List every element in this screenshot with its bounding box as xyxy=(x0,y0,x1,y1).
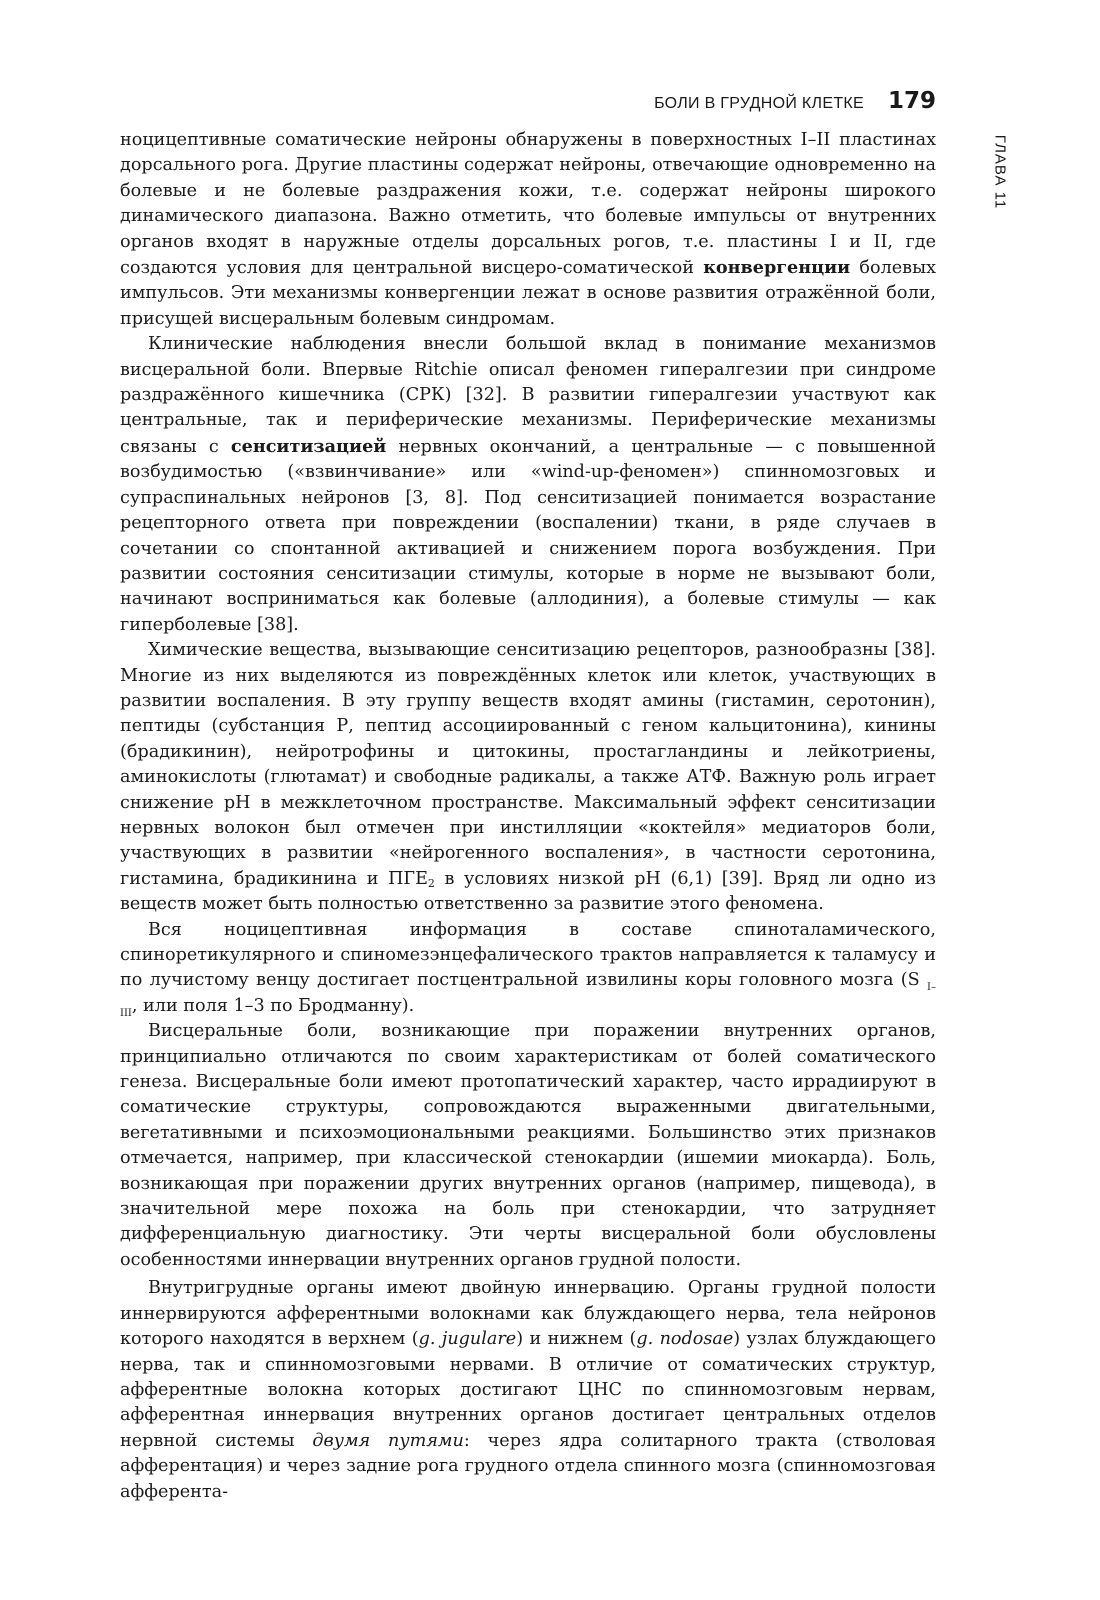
italic-term-jugulare: g. jugulare xyxy=(418,1329,517,1350)
paragraph-6: Внутригрудные органы имеют двойную иннервацию. Органы грудной полости иннервируются афферентными волокнами как блуждающего нерва, тела нейронов которого находятся в верхнем (g. jugulare) и нижнем (g. nodosae) узлах блуждающего нерва, так и спинномозговыми нервами. В отличие от соматических структур, афферентные волокна которых достигают ЦНС по спинномозговым нервам, афферентная иннервация внутренних органов достигает центральных отделов нервной системы двумя путями: через ядра солитарного тракта (стволовая афферентация) и через задние рога грудного отдела спинного мозга (спинномозговая афферента- xyxy=(120,1278,937,1502)
italic-term-nodosae: g. nodosae xyxy=(636,1329,734,1350)
chapter-tab: ГЛАВА 11 xyxy=(991,134,1009,210)
subscript-2: 2 xyxy=(427,876,435,890)
italic-term-two-ways: двумя путями xyxy=(312,1430,464,1451)
running-title: БОЛИ В ГРУДНОЙ КЛЕТКЕ xyxy=(654,95,864,112)
subscript-roman: I–III xyxy=(120,982,936,1019)
paragraph-2: Клинические наблюдения внесли большой вклад в понимание механизмов висцеральной боли. Впервые Ritchie описал феномен гипералгезии при синдроме раздражённого кишечника (СРК) [32]. В развитии гипералгезии участвуют как центральные, так и периферические механизмы. Периферические механизмы связаны с сенситизацией нервных окончаний, а центральные — с повышенной возбудимостью («взвинчивание» или «wind-up-феномен») спинномозговых и супраспинальных нейронов [3, 8]. Под сенситизацией понимается возрастание рецепторного ответа при повреждении (воспалении) ткани, в ряде случаев в сочетании со спонтанной активацией и снижением порога возбуждения. При развитии состояния сенситизации стимулы, которые в норме не вызывают боли, начинают восприниматься как болевые (аллодиния), а болевые стимулы — как гиперболевые [38]. xyxy=(120,334,936,635)
paragraph-5: Висцеральные боли, возникающие при поражении внутренних органов, принципиально отличаются по своим характеристикам от болей соматического генеза. Висцеральные боли имеют протопатический характер, часто иррадиируют в соматические структуры, сопровождаются выраженными двигательными, вегетативными и психоэмоциональными реакциями. Большинство этих признаков отмечается, например, при классической стенокардии (ишемии миокарда). Боль, возникающая при поражении других внутренних органов (например, пищевода), в значительной мере похожа на боль при стенокардии, что затрудняет дифференциальную диагностику. Эти черты висцеральной боли обусловлены особенностями иннервации внутренних органов грудной полости. xyxy=(120,1021,936,1270)
bold-term-sensitization: сенситизацией xyxy=(230,435,387,457)
body-text xyxy=(120,128,936,1505)
paragraph-3: Химические вещества, вызывающие сенситизацию рецепторов, разнообразны [38]. Многие из них выделяются из повреждённых клеток или клеток, участвующих в развитии воспаления. В эту группу веществ входят амины (гистамин, серотонин), пептиды (субстанция Р, пептид ассоциированный с геном кальцитонина), кинины (брадикинин), нейротрофины и цитокины, простагландины и лейкотриены, аминокислоты (глютамат) и свободные радикалы, а также АТФ. Важную роль играет снижение pH в межклеточном пространстве. Максимальный эффект сенситизации нервных волокон был отмечен при инстилляции «коктейля» медиаторов боли, участвующих в развитии «нейрогенного воспаления», в частности серотонина, гистамина, брадикинина и $ПГЕ_2$ в условиях низкой pH (6,1) [39]. Вряд ли одно из веществ может быть полностью ответственно за развитие этого феномена. xyxy=(120,640,937,915)
paragraph-1: ноцицептивные соматические нейроны обнаружены в поверхностных I–II пластинах дорсального рога. Другие пластины содержат нейроны, отвечающие одновременно на болевые и не болевые раздражения кожи, т.е. содержат нейроны широкого динамического диапазона. Важно отметить, что болевые импульсы от внутренних органов входят в наружные отделы дорсальных рогов, т.е. пластины I и II, где создаются условия для центральной висцеро-соматической конвергенции болевых импульсов. Эти механизмы конвергенции лежат в основе развития отражённой боли, присущей висцеральным болевым синдромам. xyxy=(120,130,937,329)
page-header xyxy=(120,88,936,114)
bold-term-convergence: конвергенции xyxy=(703,257,851,279)
paragraph-4: Вся ноцицептивная информация в составе спиноталамического, спиноретикулярного и спиномезэнцефалического трактов направляется к таламусу и по лучистому венцу достигает постцентральной извилины коры головного мозга (S $_{I-III}$, или поля 1–3 по Бродманну). xyxy=(120,919,936,1019)
page-number: 179 xyxy=(887,88,936,114)
